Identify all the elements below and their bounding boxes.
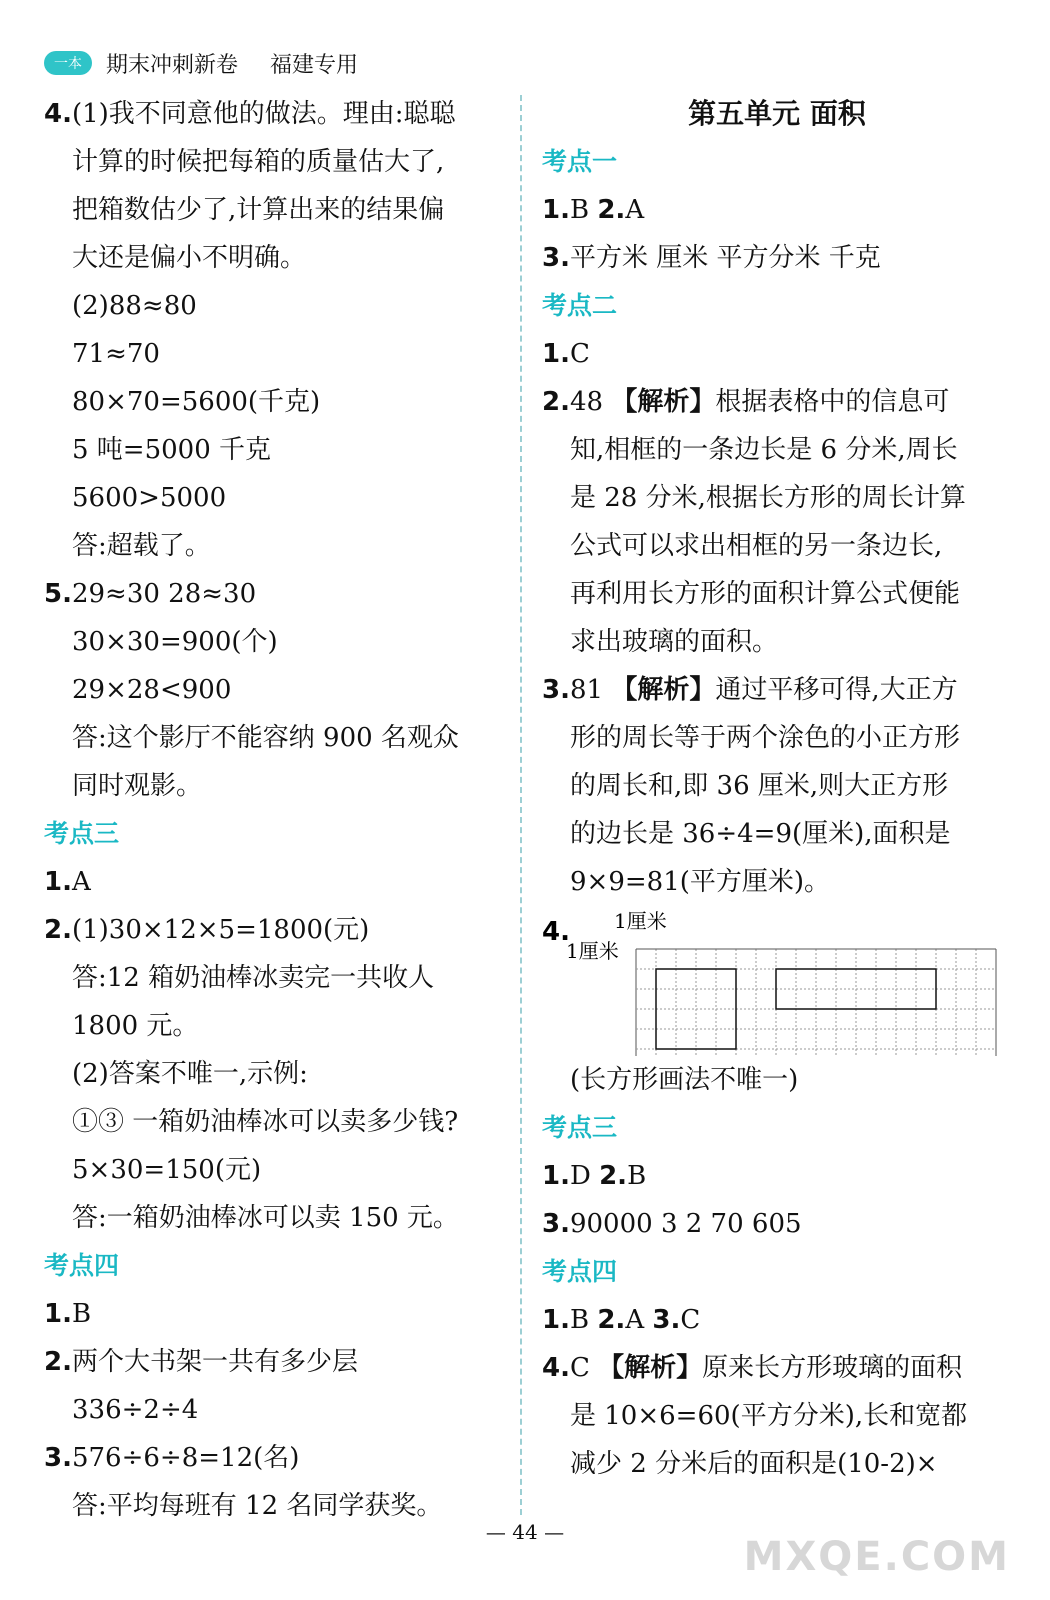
left-line [44, 378, 514, 426]
line-text: 答:超载了。 [72, 531, 211, 561]
line-text: 答:平均每班有 12 名同学获奖。 [72, 1491, 443, 1521]
line-text: (1)30×12×5=1800(元) [71, 915, 370, 945]
left-line [44, 618, 514, 666]
left-line [44, 186, 514, 234]
right_bottom-line [542, 1248, 1012, 1296]
line-text: 减少 2 分米后的面积是(10-2)× [570, 1449, 938, 1479]
line-text: 29≈30 28≈30 [71, 579, 257, 609]
line-text: 公式可以求出相框的另一条边长, [570, 531, 943, 561]
line-text: 30×30=900(个) [72, 627, 278, 657]
line-text: C [569, 339, 590, 369]
right_top-line [542, 762, 1012, 810]
line-text: 336÷2÷4 [72, 1395, 199, 1425]
grid-lines [636, 949, 996, 1056]
left-line [44, 234, 514, 282]
line-text: 1. [542, 1305, 570, 1335]
left-line [44, 90, 514, 138]
right_top-line [542, 570, 1012, 618]
line-text: 把箱数估少了,计算出来的结果偏 [72, 195, 445, 225]
line-text: 81 [569, 675, 612, 705]
line-text: 3. [542, 675, 570, 705]
column-divider [520, 95, 522, 1515]
line-text: 考点二 [542, 291, 618, 320]
line-text: 9×9=81(平方厘米)。 [570, 867, 831, 897]
line-text: C [569, 1353, 599, 1383]
left-line [44, 1098, 514, 1146]
right_bottom-line [542, 1104, 1012, 1152]
line-text: 计算的时候把每箱的质量估大了, [72, 147, 445, 177]
line-text: 5600>5000 [72, 483, 227, 513]
right_top-line [542, 666, 1012, 714]
line-text: 5×30=150(元) [72, 1155, 262, 1185]
line-text: 48 [569, 387, 612, 417]
right_top-line [542, 618, 1012, 666]
line-text: 答:这个影厅不能容纳 900 名观众 [72, 723, 459, 753]
left-line [44, 954, 514, 1002]
book-title: 期末冲刺新卷 [106, 52, 239, 78]
right_top-line [542, 90, 1012, 138]
right_bottom-line [542, 1344, 1012, 1392]
line-text: 考点三 [44, 819, 120, 848]
right_top-line [542, 282, 1012, 330]
line-text: 第五单元 面积 [688, 97, 866, 130]
left-line [44, 1386, 514, 1434]
right_top-line [542, 810, 1012, 858]
left-line [44, 330, 514, 378]
line-text: 5 吨=5000 千克 [72, 435, 272, 465]
right_bottom-line [542, 1056, 1012, 1104]
line-text: 两个大书架一共有多少层 [71, 1347, 358, 1377]
line-text: 【解析】 [611, 675, 716, 705]
line-text: A [625, 195, 645, 225]
left-line [44, 474, 514, 522]
right-top-block [542, 90, 1012, 906]
page-header [44, 46, 358, 80]
right_top-line [542, 714, 1012, 762]
line-text: 71≈70 [72, 339, 160, 369]
left-line [44, 1242, 514, 1290]
line-text: 的周长和,即 36 厘米,则大正方形 [570, 771, 949, 801]
line-text: 答:12 箱奶油棒冰卖完一共收人 [72, 963, 435, 993]
right_top-line [542, 522, 1012, 570]
line-text: 根据表格中的信息可 [715, 387, 950, 417]
line-text: 1. [44, 1299, 72, 1329]
right_top-line [542, 186, 1012, 234]
grid-question-number: 4. [542, 917, 570, 947]
right_top-line [542, 426, 1012, 474]
line-text: B [71, 1299, 92, 1329]
line-text: 3. [652, 1305, 681, 1335]
left-line [44, 666, 514, 714]
line-text: 形的周长等于两个涂色的小正方形 [570, 723, 961, 753]
line-text: 3. [542, 243, 570, 273]
right_top-line [542, 858, 1012, 906]
line-text: D [569, 1161, 600, 1191]
line-text: 考点四 [542, 1257, 618, 1286]
right-bottom-block [542, 1056, 1012, 1488]
line-text: 答:一箱奶油棒冰可以卖 150 元。 [72, 1203, 459, 1233]
left-line [44, 1434, 514, 1482]
line-text: 1800 元。 [72, 1011, 199, 1041]
left-line [44, 282, 514, 330]
line-text: 4. [542, 1353, 570, 1383]
left-line [44, 714, 514, 762]
line-text: ①③ 一箱奶油棒冰可以卖多少钱? [72, 1107, 459, 1137]
left-line [44, 1146, 514, 1194]
left-line [44, 1050, 514, 1098]
line-text: 考点一 [542, 147, 618, 176]
right_top-line [542, 234, 1012, 282]
line-text: B [569, 1305, 598, 1335]
line-text: (2)答案不唯一,示例: [72, 1059, 308, 1089]
watermark: MXQE.COM [743, 1534, 1010, 1580]
left-line [44, 522, 514, 570]
page-number: — 44 — [485, 1520, 565, 1544]
right_bottom-line [542, 1200, 1012, 1248]
line-text: 80×70=5600(千克) [72, 387, 321, 417]
line-text: 是 10×6=60(平方分米),长和宽都 [570, 1401, 968, 1431]
line-text: 90000 3 2 70 605 [569, 1209, 802, 1239]
right_bottom-line [542, 1296, 1012, 1344]
line-text: 2. [44, 1347, 72, 1377]
line-text: 1. [542, 195, 570, 225]
grid-answer [542, 906, 1012, 1056]
line-text: 原来长方形玻璃的面积 [702, 1353, 963, 1383]
line-text: 2. [597, 195, 626, 225]
right_top-line [542, 378, 1012, 426]
line-text: C [680, 1305, 701, 1335]
right-column [542, 90, 1012, 1488]
line-text: 3. [542, 1209, 570, 1239]
right_top-line [542, 138, 1012, 186]
line-text: A [71, 867, 91, 897]
left-line [44, 810, 514, 858]
line-text: 2. [599, 1161, 628, 1191]
line-text: (1)我不同意他的做法。理由:聪聪 [71, 99, 456, 129]
line-text: 再利用长方形的面积计算公式便能 [570, 579, 961, 609]
left-line [44, 762, 514, 810]
brand-logo: 一本 [44, 51, 92, 75]
left-line [44, 426, 514, 474]
left-line [44, 1338, 514, 1386]
right_bottom-line [542, 1440, 1012, 1488]
line-text: 是 28 分米,根据长方形的周长计算 [570, 483, 966, 513]
line-text: 4. [44, 99, 72, 129]
line-text: 考点四 [44, 1251, 120, 1280]
line-text: 2. [597, 1305, 626, 1335]
line-text: 知,相框的一条边长是 6 分米,周长 [570, 435, 958, 465]
line-text: 3. [44, 1443, 72, 1473]
left-line [44, 1290, 514, 1338]
left-line [44, 138, 514, 186]
line-text: 通过平移可得,大正方 [715, 675, 958, 705]
left-line [44, 858, 514, 906]
right_top-line [542, 330, 1012, 378]
left-line [44, 906, 514, 954]
line-text: (长方形画法不唯一) [570, 1065, 799, 1095]
line-text: 【解析】 [611, 387, 716, 417]
line-text: 29×28<900 [72, 675, 232, 705]
left-line [44, 1194, 514, 1242]
line-text: 考点三 [542, 1113, 618, 1142]
grid-label-left: 1厘米 [566, 939, 619, 963]
line-text: B [569, 195, 598, 225]
book-subtitle: 福建专用 [270, 52, 359, 78]
line-text: 求出玻璃的面积。 [570, 627, 779, 657]
line-text: B [627, 1161, 647, 1191]
line-text: 1. [542, 339, 570, 369]
left-line [44, 570, 514, 618]
line-text: 1. [542, 1161, 570, 1191]
line-text: 576÷6÷8=12(名) [71, 1443, 300, 1473]
line-text: 1. [44, 867, 72, 897]
grid-label-top: 1厘米 [614, 909, 667, 933]
line-text: 平方米 厘米 平方分米 千克 [569, 243, 881, 273]
grid-figure [542, 906, 1012, 1056]
line-text: 大还是偏小不明确。 [72, 243, 307, 273]
right_bottom-line [542, 1392, 1012, 1440]
line-text: A [625, 1305, 653, 1335]
line-text: (2)88≈80 [72, 291, 197, 321]
line-text: 的边长是 36÷4=9(厘米),面积是 [570, 819, 951, 849]
left-column [44, 90, 514, 1530]
line-text: 同时观影。 [72, 771, 203, 801]
left-line [44, 1002, 514, 1050]
line-text: 【解析】 [598, 1353, 703, 1383]
line-text: 5. [44, 579, 72, 609]
line-text: 2. [542, 387, 570, 417]
right_top-line [542, 474, 1012, 522]
right_bottom-line [542, 1152, 1012, 1200]
line-text: 2. [44, 915, 72, 945]
